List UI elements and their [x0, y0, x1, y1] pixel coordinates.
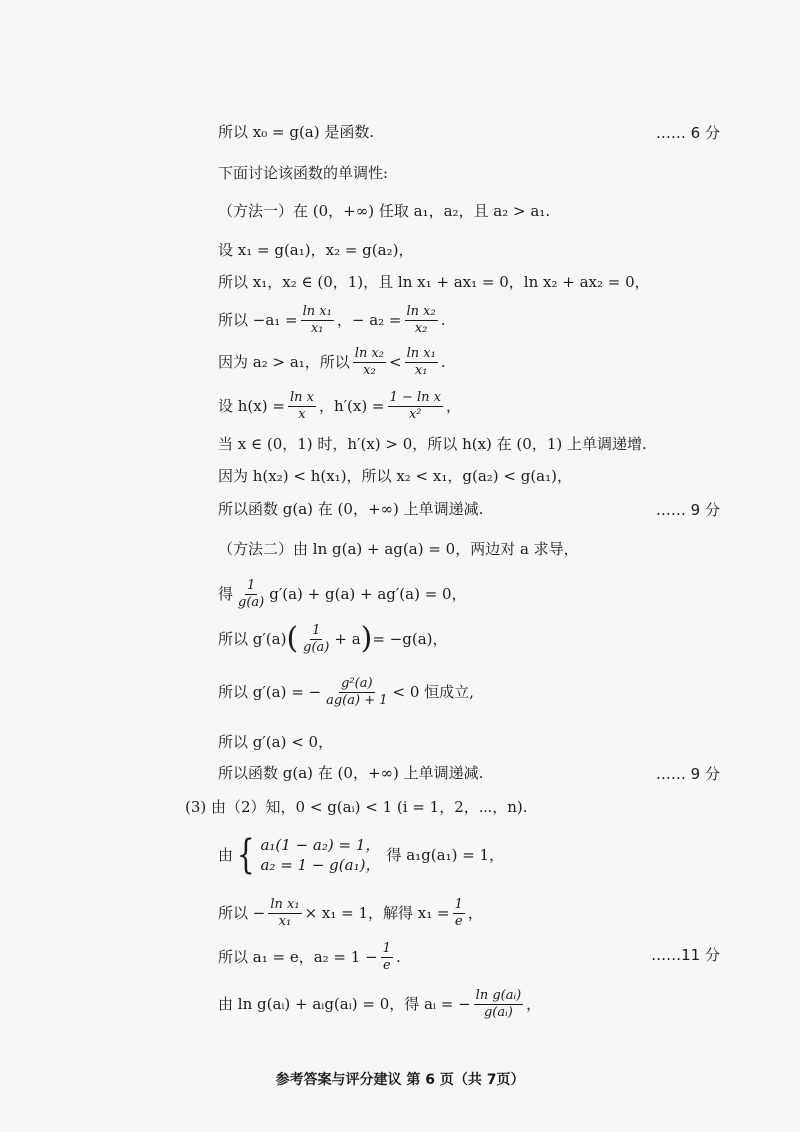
fraction: $\frac{1}{e}$ [382, 940, 391, 973]
text-line: (3) 由（2）知，0 < g(aᵢ) < 1 (i = 1，2，⋯，n). [185, 798, 528, 816]
text-line: （方法一）在 (0，+∞) 任取 a₁，a₂，且 a₂ > a₁. [218, 202, 551, 220]
text-line: 下面讨论该函数的单调性: [218, 164, 389, 182]
fraction: $\frac{\text{ln x₁}}{\text{x₁}}$ [270, 896, 300, 929]
text-line: 所以函数 g(a) 在 (0，+∞) 上单调递减. [218, 764, 484, 782]
fraction-line: 设 h(x) = $\frac{\text{ln x}}{x}$ ，h′(x) = $\frac{\text{1 − ln x}}{\text{x²}}$ ， [218, 389, 461, 422]
fraction-line: 得 $\frac{1}{g(a)}$ g′(a) + g(a) + ag′(a) = 0， [218, 577, 467, 610]
fraction-line: 所以 g′(a) ( $\frac{1}{g(a)}$ + a ) = −g(a)， [218, 621, 448, 656]
fraction: $\frac{\text{ln x₂}}{\text{x₂}}$ [406, 303, 436, 336]
fraction: $\frac{1}{e}$ [454, 896, 463, 929]
fraction: $\frac{\text{ln g(aᵢ)}}{\text{g(aᵢ)}}$ [475, 987, 522, 1020]
text-line: 设 x₁ = g(a₁)，x₂ = g(a₂)， [218, 241, 414, 259]
equation-system: { a₁(1 − a₂) = 1， a₂ = 1 − g(a₁)， [236, 832, 381, 878]
fraction-line: 所以 −a₁ = $\frac{\text{ln x₁}}{\text{x₁}}$ ，− a₂ = $\frac{\text{ln x₂}}{\text{x₂}}$ . [218, 303, 446, 336]
score-marker: …… 6 分 [655, 124, 720, 142]
text-line: 所以 g′(a) < 0， [218, 733, 334, 751]
fraction: $\frac{\text{ln x₁}}{\text{x₁}}$ [302, 303, 332, 336]
fraction: $\frac{\text{g²(a)}}{ag(a) + 1}$ [326, 675, 388, 708]
page-footer: 参考答案与评分建议 第 6 页（共 7页） [275, 1072, 525, 1088]
text-line: 所以 x₀ = g(a) 是函数. [218, 123, 375, 141]
fraction: $\frac{1}{g(a)}$ [238, 577, 265, 610]
fraction-line: 所以 g′(a) = − $\frac{\text{g²(a)}}{ag(a) + 1}$ < 0 恒成立, [218, 675, 474, 708]
equation-system-line: 由 { a₁(1 − a₂) = 1， a₂ = 1 − g(a₁)， 得 a₁g(a₁) = 1， [218, 832, 505, 878]
score-marker: …… 9 分 [655, 765, 720, 783]
text-line: 所以函数 g(a) 在 (0，+∞) 上单调递减. [218, 500, 484, 518]
score-marker: …… 9 分 [655, 501, 720, 519]
fraction: $\frac{\text{ln x}}{x}$ [289, 389, 314, 422]
fraction: $\frac{\text{1 − ln x}}{\text{x²}}$ [389, 389, 441, 422]
fraction-line: 所以 − $\frac{\text{ln x₁}}{\text{x₁}}$ × x₁ = 1，解得 x₁ = $\frac{1}{e}$ ， [218, 896, 483, 929]
text-line: 因为 h(x₂) < h(x₁)，所以 x₂ < x₁，g(a₂) < g(a₁)， [218, 467, 572, 485]
fraction: $\frac{\text{ln x₂}}{\text{x₂}}$ [354, 345, 385, 378]
text-line: 当 x ∈ (0，1) 时，h′(x) > 0，所以 h(x) 在 (0，1) 上单调递增. [218, 435, 647, 453]
text-line: （方法二）由 ln g(a) + ag(a) = 0，两边对 a 求导， [218, 540, 579, 558]
fraction-line: 由 ln g(aᵢ) + aᵢg(aᵢ) = 0，得 aᵢ = − $\frac{\text{ln g(aᵢ)}}{\text{g(aᵢ)}}$ ， [218, 987, 542, 1020]
text-line: 所以 x₁，x₂ ∈ (0，1)，且 ln x₁ + ax₁ = 0，ln x₂ + ax₂ = 0， [218, 273, 650, 291]
fraction-line: 因为 a₂ > a₁，所以 $\frac{\text{ln x₂}}{\text{x₂}}$ < $\frac{\text{ln x₁}}{\text{x₁}}$ . [218, 345, 446, 378]
fraction: $\frac{1}{g(a)}$ [303, 622, 330, 655]
fraction: $\frac{\text{ln x₁}}{\text{x₁}}$ [406, 345, 436, 378]
score-marker: ……11 分 [651, 946, 720, 964]
fraction-line: 所以 a₁ = e，a₂ = 1 − $\frac{1}{e}$ . [218, 940, 401, 973]
